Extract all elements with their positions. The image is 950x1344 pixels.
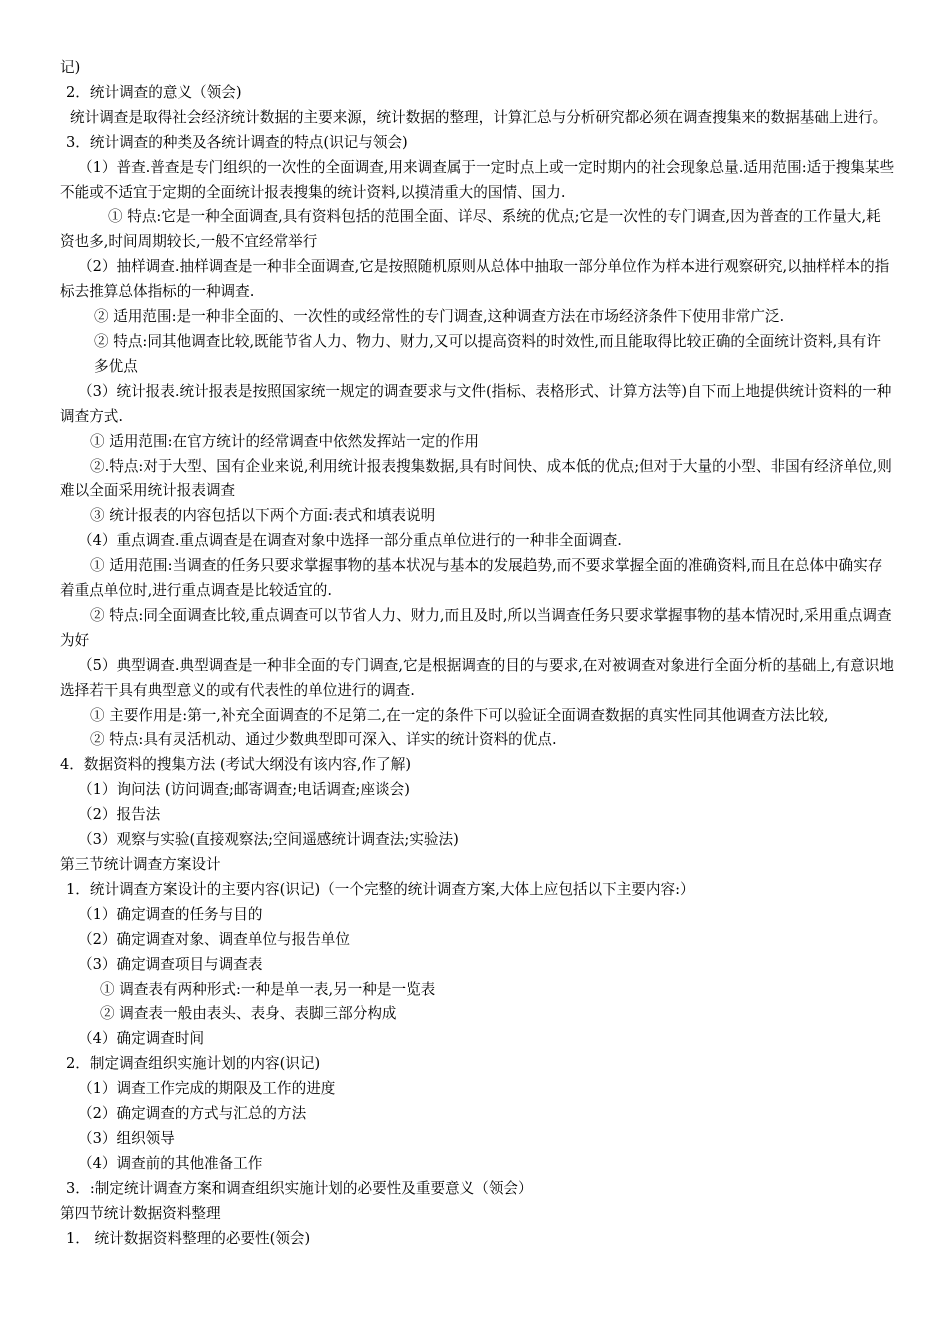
section-heading: 2．制定调查组织实施计划的内容(识记) — [66, 1055, 321, 1073]
list-item: ② 适用范围:是一种非全面的、一次性的或经常性的专门调查,这种调查方法在市场经济条件下使用非常广泛. — [94, 308, 785, 326]
list-item: （2）确定调查对象、调查单位与报告单位 — [78, 930, 350, 948]
list-item: ① 调查表有两种形式:一种是单一表,另一种是一览表 — [100, 980, 436, 998]
section-heading: 4．数据资料的搜集方法 (考试大纲没有该内容,作了解) — [60, 756, 412, 774]
document-body — [60, 56, 895, 1252]
section-heading: 1．统计调查方案设计的主要内容(识记)（一个完整的统计调查方案,大体上应包括以下主要内容:） — [66, 880, 695, 898]
list-item: （4）确定调查时间 — [78, 1030, 205, 1048]
list-item: ② 特点:具有灵活机动、通过少数典型即可深入、详实的统计资料的优点. — [90, 731, 557, 749]
section-heading: 3．:制定统计调查方案和调查组织实施计划的必要性及重要意义（领会） — [66, 1179, 533, 1197]
list-item: ③ 统计报表的内容包括以下两个方面:表式和填表说明 — [90, 507, 436, 525]
paragraph: 统计调查是取得社会经济统计数据的主要来源，统计数据的整理，计算汇总与分析研究都必须在调查搜集来的数据基础上进行。 — [70, 108, 888, 126]
list-item: ① 主要作用是:第一,补充全面调查的不足第二,在一定的条件下可以验证全面调查数据的真实性同其他调查方法比较, — [90, 706, 829, 724]
section-heading: 3．统计调查的种类及各统计调查的特点(识记与领会) — [66, 133, 408, 151]
list-item: （3）组织领导 — [78, 1129, 175, 1147]
list-item: ② 特点:同全面调查比较,重点调查可以节省人力、财力,而且及时,所以当调查任务只要求掌握事物的基本情况时,采用重点调查为好 — [60, 606, 892, 649]
list-item: （1）确定调查的任务与目的 — [78, 905, 263, 923]
paragraph: ① 特点:它是一种全面调查,具有资料包括的范围全面、详尽、系统的优点;它是一次性的专门调查,因为普查的工作量大,耗资也多,时间周期较长,一般不宜经常举行 — [60, 208, 881, 251]
paragraph: （2）抽样调查.抽样调查是一种非全面调查,它是按照随机原则从总体中抽取一部分单位作为样本进行观察研究,以抽样样本的指标去推算总体指标的一种调查. — [60, 258, 890, 301]
list-item: （4）重点调查.重点调查是在调查对象中选择一部分重点单位进行的一种非全面调查. — [78, 532, 622, 550]
section-heading: 2．统计调查的意义（领会) — [66, 83, 242, 101]
text-line: 记) — [60, 59, 81, 76]
list-item: （2）报告法 — [78, 806, 161, 824]
list-item: ① 适用范围:当调查的任务只要求掌握事物的基本状况与基本的发展趋势,而不要求掌握全面的准确资料,而且在总体中确实存着重点单位时,进行重点调查是比较适宜的. — [60, 557, 883, 600]
list-item: （3）确定调查项目与调查表 — [78, 955, 263, 973]
list-item: ② 调查表一般由表头、表身、表脚三部分构成 — [100, 1005, 397, 1023]
list-item: （3）观察与实验(直接观察法;空间遥感统计调查法;实验法) — [78, 831, 459, 849]
list-item: （1）调查工作完成的期限及工作的进度 — [78, 1080, 336, 1098]
list-item: （4）调查前的其他准备工作 — [78, 1154, 263, 1172]
list-item: （2）确定调查的方式与汇总的方法 — [78, 1105, 307, 1123]
paragraph: （5）典型调查.典型调查是一种非全面的专门调查,它是根据调查的目的与要求,在对被调查对象进行全面分析的基础上,有意识地选择若干具有典型意义的或有代表性的单位进行的调查. — [60, 656, 894, 699]
list-item: ① 适用范围:在官方统计的经常调查中依然发挥站一定的作用 — [90, 432, 479, 450]
section-heading: 1． 统计数据资料整理的必要性(领会) — [66, 1229, 311, 1247]
paragraph: （3）统计报表.统计报表是按照国家统一规定的调查要求与文件(指标、表格形式、计算方法等)自下而上地提供统计资料的一种调查方式. — [60, 382, 892, 425]
list-item: ② 特点:同其他调查比较,既能节省人力、物力、财力,又可以提高资料的时效性,而且能取得比较正确的全面统计资料,具有许多优点 — [94, 332, 881, 375]
chapter-heading: 第四节统计数据资料整理 — [60, 1204, 221, 1222]
list-item: （1）询问法 (访问调查;邮寄调查;电话调查;座谈会) — [78, 781, 410, 799]
list-item: ②.特点:对于大型、国有企业来说,利用统计报表搜集数据,具有时间快、成本低的优点;但对于大量的小型、非国有经济单位,则难以全面采用统计报表调查 — [60, 457, 892, 500]
chapter-heading: 第三节统计调查方案设计 — [60, 856, 221, 873]
paragraph: （1）普查.普查是专门组织的一次性的全面调查,用来调查属于一定时点上或一定时期内的社会现象总量.适用范围:适于搜集某些不能或不适宜于定期的全面统计报表搜集的统计资料,以摸清重大的国情、国力. — [60, 158, 895, 201]
